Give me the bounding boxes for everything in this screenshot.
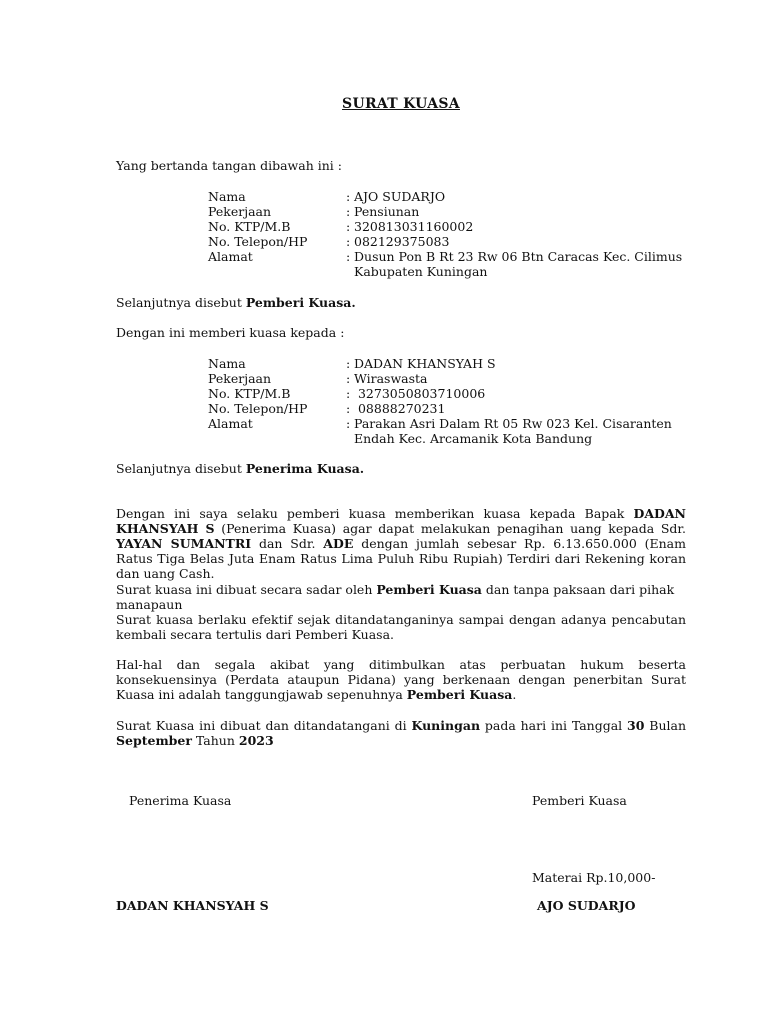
detail-label: Pekerjaan <box>208 371 272 386</box>
detail-row: Pekerjaan : Pensiunan <box>208 204 688 219</box>
paragraph-validity: Surat kuasa berlaku efektif sejak ditandatanganinya sampai dengan adanya pencabutan kembali secara tertulis dari Pemberi Kuasa. <box>116 612 686 642</box>
detail-label: Alamat <box>208 416 253 431</box>
detail-value: Parakan Asri Dalam Rt 05 Rw 023 Kel. Cisaranten Endah Kec. Arcamanik Kota Bandung <box>354 416 672 446</box>
materai-label: Materai Rp.10,000- <box>532 870 656 885</box>
paragraph-responsibility: Hal-hal dan segala akibat yang ditimbulkan atas perbuatan hukum beserta konsekuensinya (Perdata ataupun Pidana) yang berkenaan dengan penerbitan Surat Kuasa ini adalah tanggungjawab sepenuhnya Pemberi Kuasa. <box>116 657 686 702</box>
detail-label: Nama <box>208 189 246 204</box>
penerima-details <box>208 356 688 446</box>
paragraph-voluntary: Surat kuasa ini dibuat secara sadar oleh Pemberi Kuasa dan tanpa paksaan dari pihak manapaun <box>116 582 675 612</box>
detail-value: Dusun Pon B Rt 23 Rw 06 Btn Caracas Kec. Cilimus Kabupaten Kuningan <box>354 249 683 279</box>
detail-row: Alamat : Parakan Asri Dalam Rt 05 Rw 023 Kel. Cisaranten Endah Kec. Arcamanik Kota Bandung <box>208 416 688 446</box>
penerima-note: Selanjutnya disebut Penerima Kuasa. <box>116 461 365 476</box>
detail-row: No. KTP/M.B : 3273050803710006 <box>208 386 688 401</box>
detail-value: DADAN KHANSYAH S <box>354 356 496 371</box>
detail-row: No. KTP/M.B : 320813031160002 <box>208 219 688 234</box>
detail-row: No. Telepon/HP : 082129375083 <box>208 234 688 249</box>
detail-value: Pensiunan <box>354 204 420 219</box>
kepada-line: Dengan ini memberi kuasa kepada : <box>116 325 345 340</box>
detail-row: Alamat : Dusun Pon B Rt 23 Rw 06 Btn Caracas Kec. Cilimus Kabupaten Kuningan <box>208 249 688 279</box>
pemberi-note: Selanjutnya disebut Pemberi Kuasa. <box>116 295 356 310</box>
detail-label: No. Telepon/HP <box>208 401 308 416</box>
paragraph-authorization: Dengan ini saya selaku pemberi kuasa memberikan kuasa kepada Bapak DADAN KHANSYAH S (Penerima Kuasa) agar dapat melakukan penagihan uang kepada Sdr. YAYAN SUMANTRI dan Sdr. ADE dengan jumlah sebesar Rp. 6.13.650.000 (Enam Ratus Tiga Belas Juta Enam Ratus Lima Puluh Ribu Rupiah) Terdiri dari Rekening koran dan uang Cash. <box>116 506 687 581</box>
left-signer-name: DADAN KHANSYAH S <box>116 898 269 913</box>
pemberi-details <box>208 189 688 279</box>
detail-label: Nama <box>208 356 246 371</box>
detail-value: 320813031160002 <box>354 219 474 234</box>
left-signature-role: Penerima Kuasa <box>129 793 232 808</box>
detail-row: Pekerjaan : Wiraswasta <box>208 371 688 386</box>
detail-row: No. Telepon/HP : 08888270231 <box>208 401 688 416</box>
detail-label: Alamat <box>208 249 253 264</box>
detail-label: No. Telepon/HP <box>208 234 308 249</box>
intro-line: Yang bertanda tangan dibawah ini : <box>116 158 342 173</box>
detail-label: No. KTP/M.B <box>208 386 291 401</box>
right-signer-name: AJO SUDARJO <box>537 898 636 913</box>
detail-value: 08888270231 <box>354 401 446 416</box>
page-title: SURAT KUASA <box>342 96 460 112</box>
detail-row: Nama : DADAN KHANSYAH S <box>208 356 688 371</box>
paragraph-place-date: Surat Kuasa ini dibuat dan ditandatangani di Kuningan pada hari ini Tanggal 30 Bulan September Tahun 2023 <box>116 718 687 748</box>
detail-value: Wiraswasta <box>354 371 428 386</box>
detail-row: Nama : AJO SUDARJO <box>208 189 688 204</box>
right-signature-role: Pemberi Kuasa <box>532 793 627 808</box>
detail-value: AJO SUDARJO <box>354 189 446 204</box>
detail-value: 082129375083 <box>354 234 450 249</box>
detail-label: No. KTP/M.B <box>208 219 291 234</box>
detail-label: Pekerjaan <box>208 204 272 219</box>
detail-value: 3273050803710006 <box>354 386 486 401</box>
